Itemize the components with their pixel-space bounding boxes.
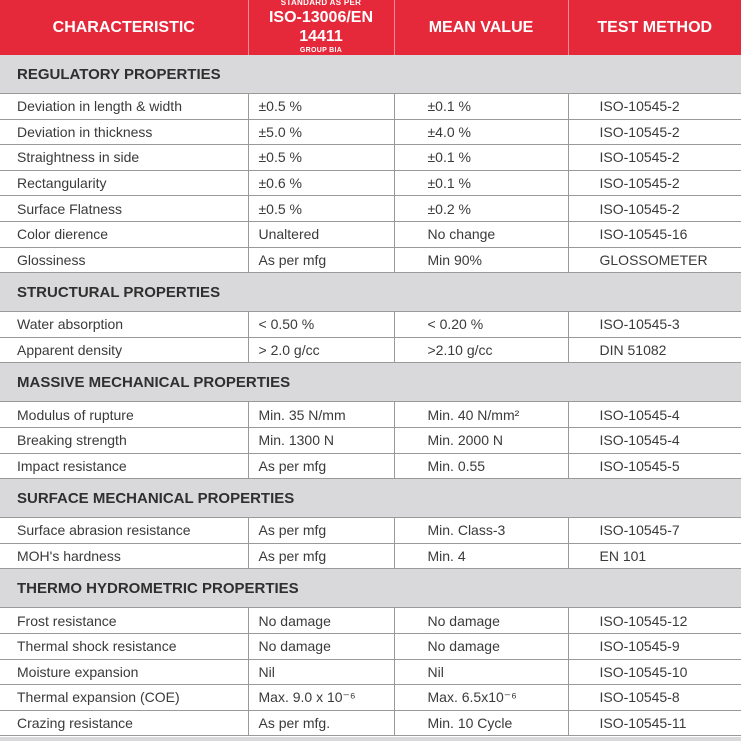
- mean-value-cell: Min. 40 N/mm²: [394, 402, 568, 428]
- header-standard-main: ISO-13006/EN 14411: [268, 9, 374, 45]
- mean-value-cell: ±0.1 %: [394, 94, 568, 120]
- bottom-divider: [0, 737, 741, 741]
- standard-cell: As per mfg.: [248, 710, 394, 736]
- mean-value-cell: Min. Class-3: [394, 518, 568, 544]
- table-row: [0, 312, 741, 338]
- test-method-cell: ISO-10545-3: [568, 312, 741, 338]
- characteristic-cell: Straightness in side: [0, 145, 248, 171]
- test-method-cell: EN 101: [568, 543, 741, 569]
- mean-value-cell: Min. 4: [394, 543, 568, 569]
- test-method-cell: ISO-10545-8: [568, 685, 741, 711]
- section-header: [0, 569, 741, 608]
- test-method-cell: ISO-10545-2: [568, 119, 741, 145]
- section-title: SURFACE MECHANICAL PROPERTIES: [0, 479, 741, 518]
- table-row: [0, 710, 741, 736]
- table-row: [0, 685, 741, 711]
- test-method-cell: ISO-10545-4: [568, 402, 741, 428]
- characteristic-cell: Surface abrasion resistance: [0, 518, 248, 544]
- standard-cell: ±0.5 %: [248, 94, 394, 120]
- characteristic-cell: Color dierence: [0, 221, 248, 247]
- table-row: [0, 659, 741, 685]
- characteristic-cell: Breaking strength: [0, 427, 248, 453]
- standard-cell: Unaltered: [248, 221, 394, 247]
- table-row: [0, 145, 741, 171]
- mean-value-cell: Min. 0.55: [394, 453, 568, 479]
- test-method-cell: ISO-10545-2: [568, 170, 741, 196]
- section-header: [0, 55, 741, 94]
- test-method-cell: GLOSSOMETER: [568, 247, 741, 273]
- section-title: THERMO HYDROMETRIC PROPERTIES: [0, 569, 741, 608]
- table-row: [0, 221, 741, 247]
- characteristic-cell: Deviation in length & width: [0, 94, 248, 120]
- mean-value-cell: No damage: [394, 633, 568, 659]
- mean-value-cell: No change: [394, 221, 568, 247]
- characteristic-cell: Thermal shock resistance: [0, 633, 248, 659]
- characteristic-cell: Water absorption: [0, 312, 248, 338]
- test-method-cell: ISO-10545-2: [568, 145, 741, 171]
- characteristic-cell: Glossiness: [0, 247, 248, 273]
- characteristic-cell: Moisture expansion: [0, 659, 248, 685]
- standard-cell: As per mfg: [248, 518, 394, 544]
- table-row: [0, 94, 741, 120]
- table-row: [0, 518, 741, 544]
- table-row: [0, 119, 741, 145]
- test-method-cell: ISO-10545-16: [568, 221, 741, 247]
- mean-value-cell: Max. 6.5x10⁻⁶: [394, 685, 568, 711]
- characteristic-cell: Apparent density: [0, 337, 248, 363]
- table-row: [0, 453, 741, 479]
- table-row: [0, 633, 741, 659]
- section-title: STRUCTURAL PROPERTIES: [0, 273, 741, 312]
- section-title: MASSIVE MECHANICAL PROPERTIES: [0, 363, 741, 402]
- test-method-cell: ISO-10545-11: [568, 710, 741, 736]
- test-method-cell: ISO-10545-9: [568, 633, 741, 659]
- header-standard-bottom: GROUP BIA: [299, 47, 343, 54]
- table-body: [0, 55, 741, 736]
- standard-cell: Nil: [248, 659, 394, 685]
- header-standard: [248, 0, 394, 55]
- mean-value-cell: ±0.1 %: [394, 145, 568, 171]
- section-header: [0, 479, 741, 518]
- table-header: [0, 0, 741, 55]
- standard-cell: ±5.0 %: [248, 119, 394, 145]
- characteristic-cell: Modulus of rupture: [0, 402, 248, 428]
- characteristic-cell: Thermal expansion (COE): [0, 685, 248, 711]
- characteristic-cell: Surface Flatness: [0, 196, 248, 222]
- test-method-cell: ISO-10545-2: [568, 196, 741, 222]
- standard-cell: ±0.6 %: [248, 170, 394, 196]
- header-characteristic: CHARACTERISTIC: [0, 0, 248, 55]
- characteristic-cell: Rectangularity: [0, 170, 248, 196]
- header-standard-top: STANDARD AS PER: [280, 0, 362, 7]
- standard-cell: As per mfg: [248, 543, 394, 569]
- mean-value-cell: Min. 10 Cycle: [394, 710, 568, 736]
- test-method-cell: ISO-10545-2: [568, 94, 741, 120]
- header-test-method: TEST METHOD: [568, 0, 741, 55]
- test-method-cell: ISO-10545-10: [568, 659, 741, 685]
- characteristic-cell: Crazing resistance: [0, 710, 248, 736]
- standard-cell: As per mfg: [248, 247, 394, 273]
- table-row: [0, 402, 741, 428]
- standard-cell: < 0.50 %: [248, 312, 394, 338]
- standard-cell: Max. 9.0 x 10⁻⁶: [248, 685, 394, 711]
- mean-value-cell: >2.10 g/cc: [394, 337, 568, 363]
- standard-cell: ±0.5 %: [248, 145, 394, 171]
- standard-cell: As per mfg: [248, 453, 394, 479]
- mean-value-cell: < 0.20 %: [394, 312, 568, 338]
- test-method-cell: DIN 51082: [568, 337, 741, 363]
- mean-value-cell: ±0.1 %: [394, 170, 568, 196]
- standard-cell: No damage: [248, 633, 394, 659]
- section-header: [0, 273, 741, 312]
- table-row: [0, 247, 741, 273]
- mean-value-cell: No damage: [394, 608, 568, 634]
- characteristic-cell: Impact resistance: [0, 453, 248, 479]
- test-method-cell: ISO-10545-12: [568, 608, 741, 634]
- table-row: [0, 337, 741, 363]
- table-row: [0, 427, 741, 453]
- mean-value-cell: Min. 2000 N: [394, 427, 568, 453]
- table-row: [0, 196, 741, 222]
- test-method-cell: ISO-10545-7: [568, 518, 741, 544]
- section-title: REGULATORY PROPERTIES: [0, 55, 741, 94]
- mean-value-cell: ±0.2 %: [394, 196, 568, 222]
- characteristic-cell: MOH's hardness: [0, 543, 248, 569]
- characteristic-cell: Deviation in thickness: [0, 119, 248, 145]
- mean-value-cell: ±4.0 %: [394, 119, 568, 145]
- standard-cell: Min. 1300 N: [248, 427, 394, 453]
- standard-cell: Min. 35 N/mm: [248, 402, 394, 428]
- table-row: [0, 608, 741, 634]
- mean-value-cell: Nil: [394, 659, 568, 685]
- standard-cell: ±0.5 %: [248, 196, 394, 222]
- table-row: [0, 170, 741, 196]
- test-method-cell: ISO-10545-5: [568, 453, 741, 479]
- test-method-cell: ISO-10545-4: [568, 427, 741, 453]
- standard-cell: No damage: [248, 608, 394, 634]
- standard-cell: > 2.0 g/cc: [248, 337, 394, 363]
- header-mean-value: MEAN VALUE: [394, 0, 568, 55]
- characteristic-cell: Frost resistance: [0, 608, 248, 634]
- section-header: [0, 363, 741, 402]
- mean-value-cell: Min 90%: [394, 247, 568, 273]
- table-row: [0, 543, 741, 569]
